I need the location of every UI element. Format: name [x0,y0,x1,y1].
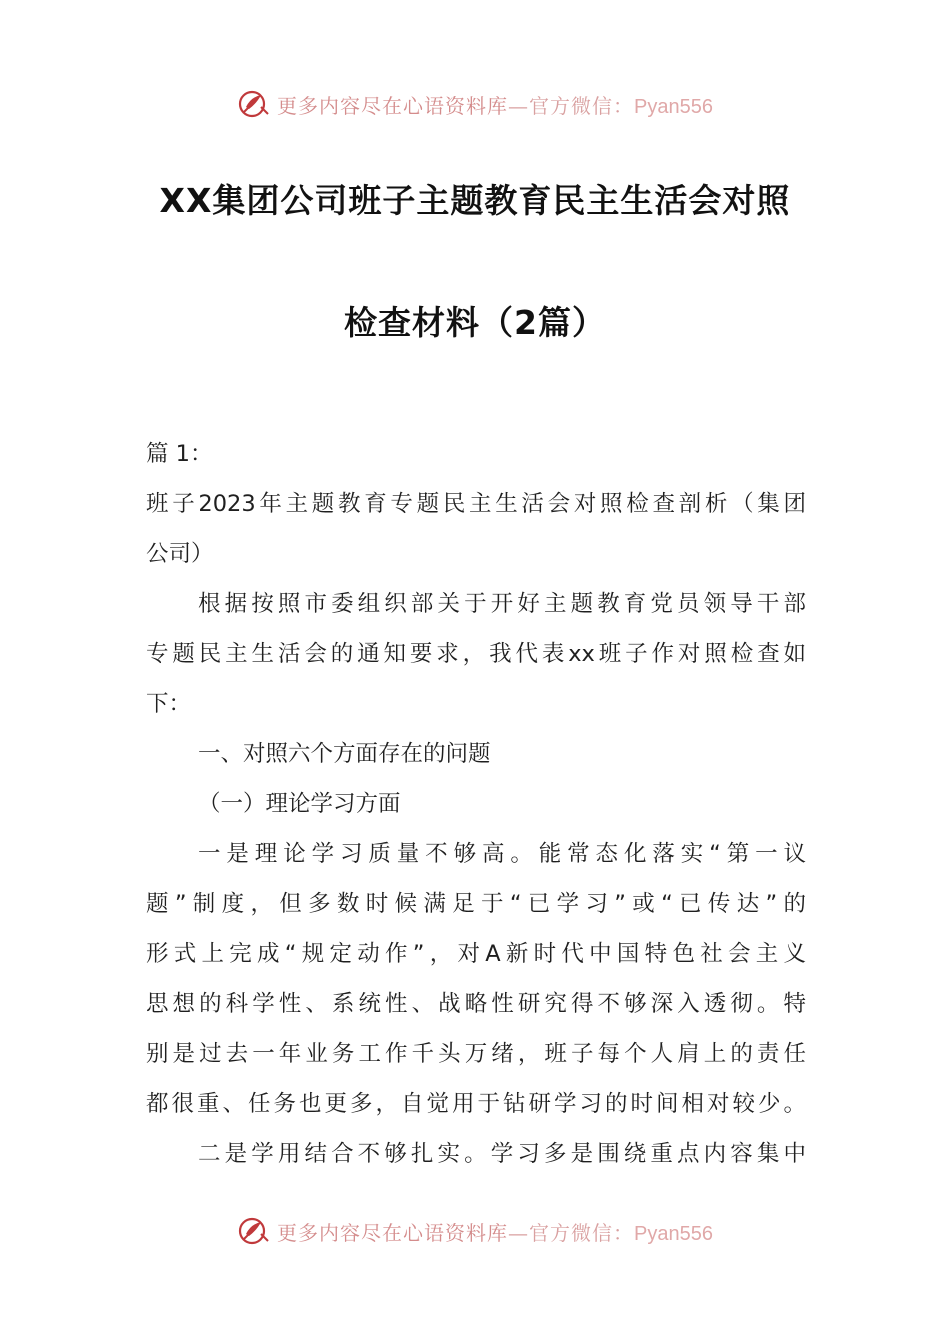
paragraph-line: 都很重、任务也更多，自觉用于钻研学习的时间相对较少。 [146,1091,806,1117]
paragraph-line: 题”制度，但多数时候满足于“已学习”或“已传达”的 [146,891,806,917]
paragraph-line: 下： [146,691,192,717]
watermark-account-id: Pyan556 [634,1222,713,1245]
watermark-text [277,90,713,119]
watermark-account-label: 官方微信： [529,93,635,118]
heading-line: 一、对照六个方面存在的问题 [198,741,491,767]
paragraph-line: 形式上完成“规定动作”，对A新时代中国特色社会主义 [146,941,806,967]
section-label: 篇 1： [146,441,213,467]
subtitle-line: 班子2023年主题教育专题民主生活会对照检查剖析（集团 [146,491,806,517]
watermark-separator: — [508,1220,530,1245]
watermark-account-id: Pyan556 [634,95,713,118]
quill-logo-icon [237,1214,271,1248]
watermark-separator: — [508,93,530,118]
paragraph-line: 一是理论学习质量不够高。能常态化落实“第一议 [198,841,806,867]
header-watermark [0,84,950,124]
paragraph-line: 别是过去一年业务工作千头万绪，班子每个人肩上的责任 [146,1041,806,1067]
paragraph-line: 思想的科学性、系统性、战略性研究得不够深入透彻。特 [146,991,806,1017]
paragraph-line: 二是学用结合不够扎实。学习多是围绕重点内容集中 [198,1141,806,1167]
footer-watermark [0,1211,950,1251]
quill-logo-icon [237,87,271,121]
document-title-line-1: XX集团公司班子主题教育民主生活会对照 [159,181,791,220]
watermark-brand: 更多内容尽在心语资料库 [277,93,509,118]
paragraph-line: 专题民主生活会的通知要求，我代表xx班子作对照检查如 [146,641,806,667]
subheading-line: （一）理论学习方面 [198,791,401,817]
subtitle-line: 公司） [146,541,214,567]
document-title-line-2: 检查材料（2篇） [344,303,606,342]
watermark-text [277,1217,713,1246]
watermark-brand: 更多内容尽在心语资料库 [277,1220,509,1245]
document-body [146,436,806,1186]
paragraph-line: 根据按照市委组织部关于开好主题教育党员领导干部 [198,591,806,617]
watermark-account-label: 官方微信： [529,1220,635,1245]
